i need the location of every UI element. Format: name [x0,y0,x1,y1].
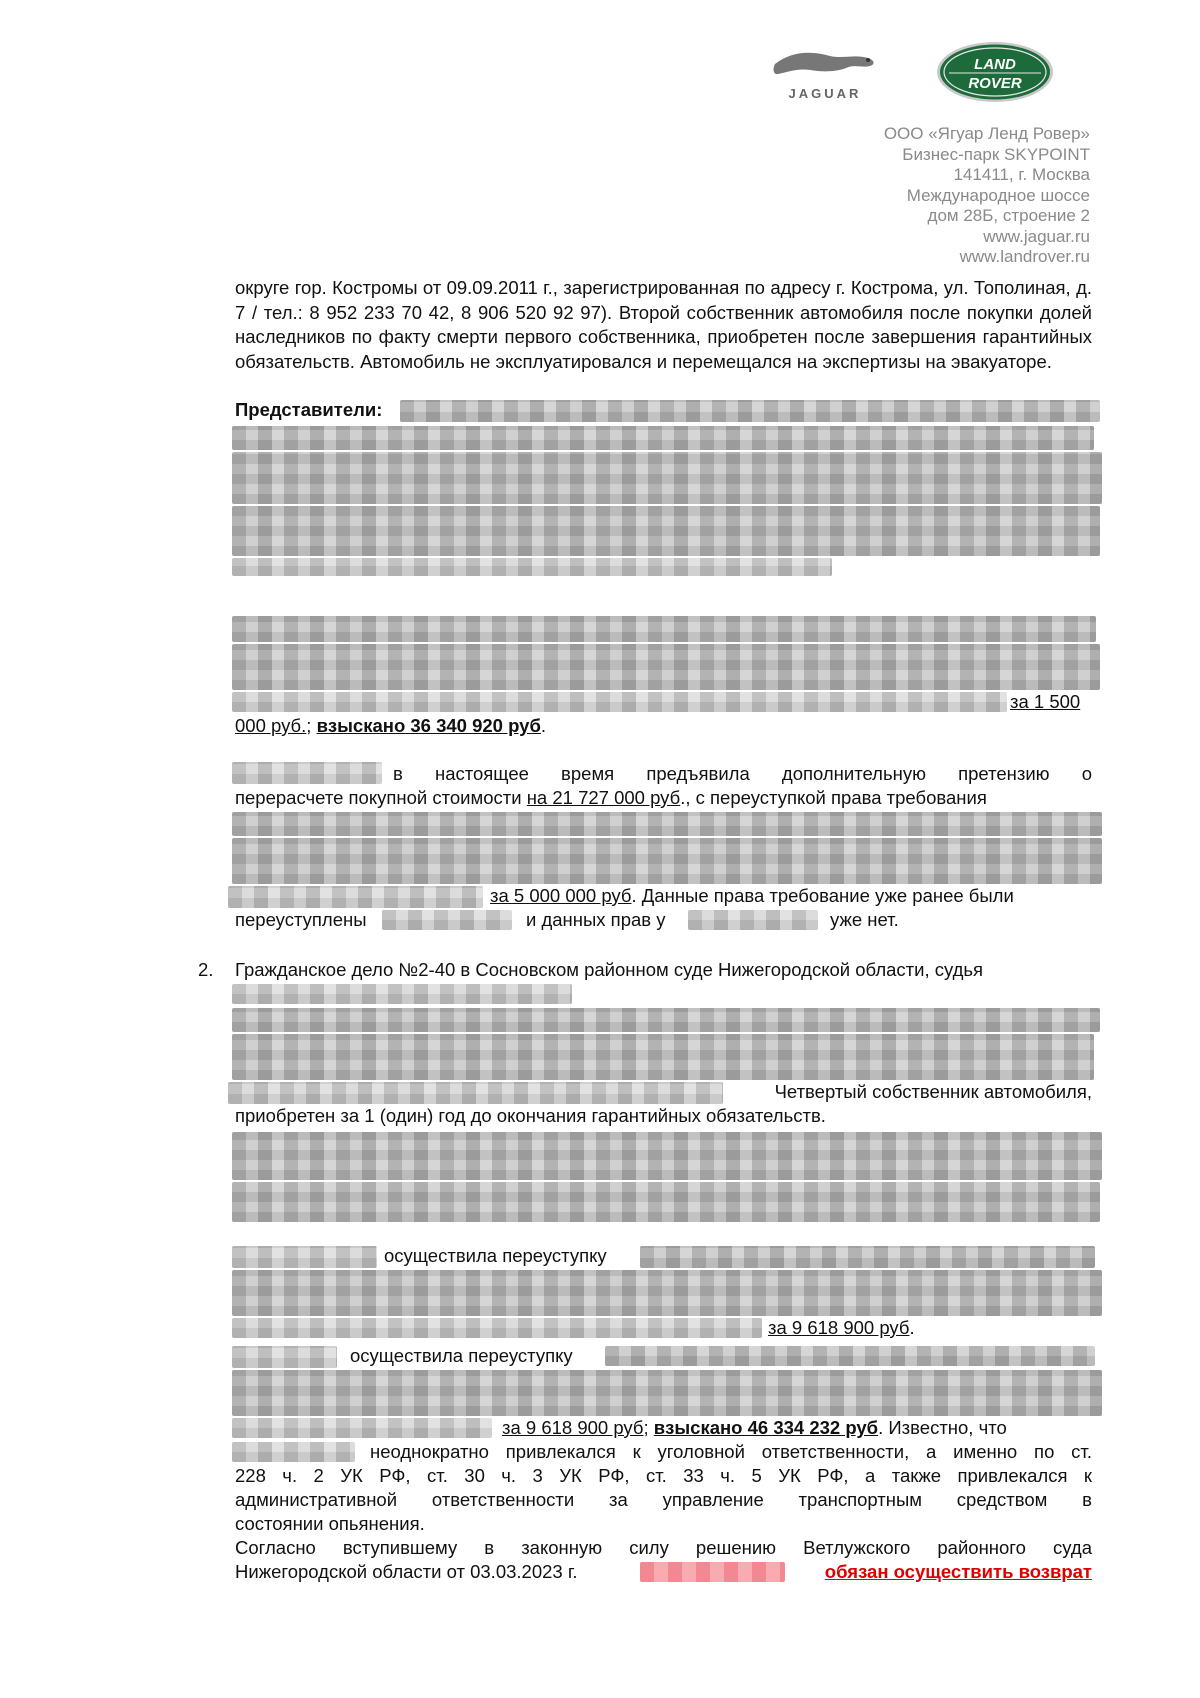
claim-line-4b: и данных прав у [526,909,666,930]
redacted-block [232,1370,1102,1416]
redacted-block [232,1182,1100,1222]
paragraph-owner-info: округе гор. Костромы от 09.09.2011 г., зарегистрированная по адресу г. Кострома, ул. Тополиная, д. 7 / тел.: 8 952 233 70 42, 8 906 520 92 97). Второй собственник автомобиля после покупки долей наследников по факту смерти первого собственника, приобретен после завершения гарантийных обязательств. Автомобиль не эксплуатировался и перемещался на экспертизы на эвакуаторе. [235,277,1092,372]
redacted-block [232,506,1100,556]
address-line: 141411, г. Москва [953,165,1090,184]
list-number: 2. [198,959,214,980]
redacted-block [232,452,1102,504]
decision-red-line [795,1560,1092,1584]
crim-line-4: состоянии опьянения. [235,1513,425,1534]
collected-line-2 [502,1416,1092,1440]
claim-line-1: в настоящее время предъявила дополнительную претензию о [393,763,1092,784]
item2-line-2: Четвертый собственник автомобиля, [774,1081,1092,1102]
crim-line-3: административной ответственности за управление транспортным средством в [235,1489,1092,1510]
redacted-name [688,910,818,930]
address-line: Бизнес-парк SKYPOINT [902,144,1090,164]
item2-line-1: Гражданское дело №2-40 в Сосновском районном суде Нижегородской области, судья [235,959,984,980]
sum-line-b [235,714,1092,738]
redacted-block [232,1034,1094,1080]
assign-sum-1: за 9 618 900 руб [768,1317,910,1338]
address-line: Международное шоссе [906,185,1090,205]
representatives-label: Представители: [235,399,383,420]
header-logos [760,40,1100,110]
redacted-block [232,1132,1102,1180]
redacted-block [232,616,1096,642]
company-address [884,124,1090,268]
claim-line-4c: уже нет. [830,909,899,930]
redacted-block [228,886,483,908]
claim-text: . Данные права требование уже ранее были [631,885,1014,906]
period: . [909,1317,915,1338]
redacted-block [232,558,832,576]
claim-line-2 [235,786,1092,810]
collected-amount-2: взыскано 46 334 232 руб [653,1417,879,1438]
redacted-block [232,1008,1100,1032]
separator: ; [643,1417,649,1438]
claim-sum-2: за 5 000 000 руб [490,885,632,906]
claim-text: переуступлены [235,909,367,930]
address-line: www.jaguar.ru [983,226,1090,246]
decision-line-2: Нижегородской области от 03.03.2023 г. [235,1561,578,1582]
land-rover-word-rover: ROVER [968,75,1022,92]
known-text: . Известно, что [878,1417,1007,1438]
redacted-block [232,1318,762,1338]
redacted-block [232,984,572,1004]
sum-1500-b: 000 руб. [235,715,307,736]
address-line: ООО «Ягуар Ленд Ровер» [883,124,1090,143]
redacted-block [232,644,1100,690]
redacted-name [232,1442,355,1462]
redacted-name-highlighted [640,1562,785,1582]
jaguar-wordmark: JAGUAR [788,86,862,101]
item2-line-3: приобретен за 1 (один) год до окончания гарантийных обязательств. [235,1105,826,1126]
redacted-block [640,1246,1095,1268]
assign-line-2: осуществила переуступку [350,1345,573,1366]
assign-sum-2: за 9 618 900 руб [502,1417,644,1438]
redacted-block [400,400,1100,422]
collected-amount-1: взыскано 36 340 920 руб [316,715,541,736]
land-rover-logo [935,40,1055,104]
assign-line-1: осуществила переуступку [384,1245,607,1266]
claim-sum: на 21 727 000 руб [526,787,681,808]
crim-line-1: неоднократно привлекался к уголовной ответственности, а именно по ст. [370,1441,1092,1462]
redacted-block [232,838,1102,884]
sum-1500-a: за 1 500 [1010,691,1081,712]
redacted-block [232,1418,492,1438]
redacted-block [232,1270,1102,1316]
claim-line-3 [490,884,1092,908]
decision-line-1: Согласно вступившему в законную силу решению Ветлужского районного суда [235,1537,1092,1558]
redacted-block [232,692,1007,712]
sum-line-a [1010,690,1080,714]
jaguar-leaper-icon [770,42,880,82]
redacted-block [232,812,1102,836]
claim-text: ., с переуступкой права требования [680,787,987,808]
separator: ; [306,715,312,736]
jaguar-logo [760,40,890,110]
redacted-name [232,1346,337,1368]
redacted-name [232,1246,377,1268]
crim-line-2: 228 ч. 2 УК РФ, ст. 30 ч. 3 УК РФ, ст. 33 ч. 5 УК РФ, а также привлекался к [235,1465,1092,1486]
claim-text: перерасчете покупной стоимости [235,787,522,808]
redacted-block [605,1346,1095,1366]
period: . [540,715,547,736]
redacted-name [232,762,382,784]
land-rover-word-land: LAND [974,56,1016,73]
redacted-block [232,426,1094,450]
redacted-name [382,910,512,930]
redacted-block [228,1082,723,1104]
address-line: дом 28Б, строение 2 [927,206,1090,225]
address-line: www.landrover.ru [959,247,1090,266]
assign-sum-line-1 [768,1316,915,1340]
obligation-text: обязан осуществить возврат [824,1561,1092,1582]
